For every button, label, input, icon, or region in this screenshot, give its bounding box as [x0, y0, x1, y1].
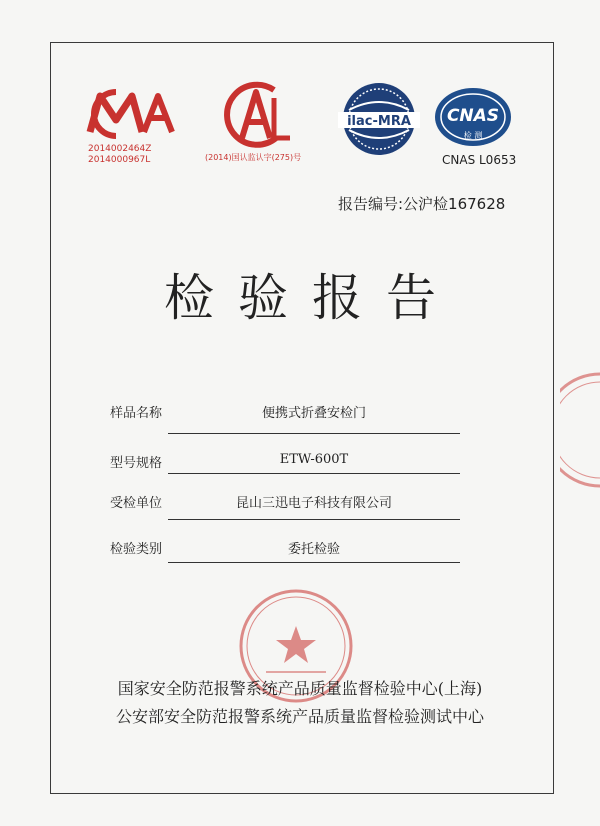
field-label: 受检单位 — [110, 496, 163, 511]
field-value: 委托检验 — [287, 542, 340, 557]
cma-numbers — [88, 144, 151, 166]
cnas-caption: CNAS L0653 — [442, 153, 517, 167]
page-title: 检验报告 — [164, 269, 460, 327]
field-underline — [168, 519, 460, 520]
field-underline — [168, 473, 460, 474]
field-underline — [168, 562, 460, 563]
cma-number-2: 2014000967L — [88, 155, 151, 165]
svg-text:ilac-MRA: ilac-MRA — [347, 114, 411, 129]
field-value: ETW-600T — [279, 452, 349, 467]
field-label: 型号规格 — [110, 456, 163, 471]
field-value: 便携式折叠安检门 — [261, 406, 366, 421]
cnas-icon — [432, 84, 514, 150]
footer-line-1: 国家安全防范报警系统产品质量监督检验中心(上海) — [117, 679, 483, 698]
report-number: 报告编号:公沪检167628 — [338, 195, 506, 213]
cal-caption: (2014)国认监认字(275)号 — [205, 153, 302, 162]
footer-line-2: 公安部安全防范报警系统产品质量监督检验测试中心 — [115, 707, 484, 726]
field-label: 检验类别 — [110, 542, 163, 557]
svg-text:CNAS: CNAS — [446, 106, 500, 126]
cal-icon — [218, 80, 294, 150]
svg-text:检 测: 检 测 — [463, 131, 483, 140]
cma-icon — [86, 86, 176, 142]
seal-edge-icon — [560, 370, 600, 490]
cma-number-1: 2014002464Z — [88, 144, 152, 154]
field-underline — [168, 433, 460, 434]
ilac-mra-icon — [334, 80, 424, 158]
field-label: 样品名称 — [110, 406, 163, 421]
field-value: 昆山三迅电子科技有限公司 — [235, 496, 392, 511]
